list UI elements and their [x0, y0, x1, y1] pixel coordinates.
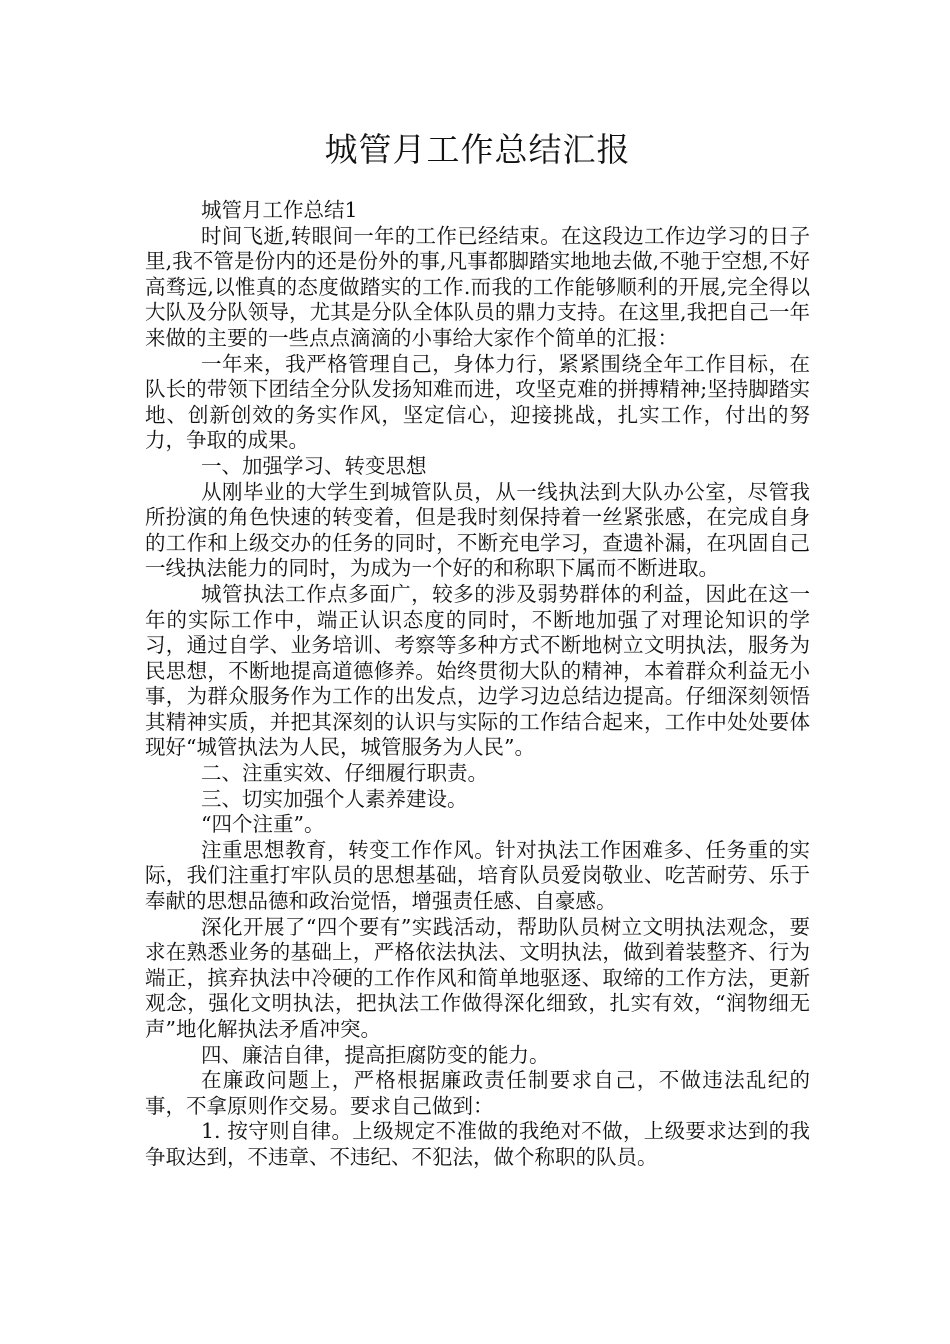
paragraph: 在廉政问题上，严格根据廉政责任制要求自己，不做违法乱纪的事，不拿原则作交易。要求自己做到： [145, 1068, 810, 1118]
section-heading: 一、加强学习、转变思想 [201, 453, 427, 478]
paragraph: 深化开展了“四个要有”实践活动，帮助队员树立文明执法观念，要求在熟悉业务的基础上，严格依法执法、文明执法，做到着装整齐、行为端正，摈弃执法中冷硬的工作作风和简单地驱逐、取缔的工作方法，更新观念，强化文明执法，把执法工作做得深化细致，扎实有效，“润物细无声”地化解执法矛盾冲突。 [145, 914, 810, 1041]
section-heading: 城管月工作总结1 [201, 198, 358, 222]
document-body [145, 198, 810, 1171]
section-heading: 三、切实加强个人素养建设。 [201, 786, 468, 811]
list-item: 1. 按守则自律。上级规定不准做的我绝对不做，上级要求达到的我争取达到，不违章、不违纪、不犯法，做个称职的队员。 [145, 1119, 810, 1169]
paragraph: 从刚毕业的大学生到城管队员，从一线执法到大队办公室，尽管我所扮演的角色快速的转变着，但是我时刻保持着一丝紧张感，在完成自身的工作和上级交办的任务的同时，不断充电学习，查遗补漏，在巩固自己一线执法能力的同时，为成为一个好的和称职下属而不断进取。 [145, 479, 810, 581]
paragraph: 一年来，我严格管理自己，身体力行，紧紧围绕全年工作目标，在队长的带领下团结全分队发扬知难而进，攻坚克难的拼搏精神;坚持脚踏实地、创新创效的务实作风，坚定信心，迎接挑战，扎实工作，付出的努力，争取的成果。 [145, 351, 810, 453]
section-heading: 四、廉洁自律，提高拒腐防变的能力。 [201, 1042, 550, 1067]
document-title: 城管月工作总结汇报 [324, 130, 631, 169]
section-heading: 二、注重实效、仔细履行职责。 [201, 761, 488, 786]
paragraph: 城管执法工作点多面广，较多的涉及弱势群体的利益，因此在这一年的实际工作中，端正认识态度的同时，不断地加强了对理论知识的学习，通过自学、业务培训、考察等多种方式不断地树立文明执法，服务为民思想，不断地提高道德修养。始终贯彻大队的精神，本着群众利益无小事，为群众服务作为工作的出发点，边学习边总结边提高。仔细深刻领悟其精神实质，并把其深刻的认识与实际的工作结合起来，工作中处处要体现好“城管执法为人民，城管服务为人民”。 [145, 581, 810, 760]
paragraph: 注重思想教育，转变工作作风。针对执法工作困难多、任务重的实际，我们注重打牢队员的思想基础，培育队员爱岗敬业、吃苦耐劳、乐于奉献的思想品德和政治觉悟，增强责任感、自豪感。 [145, 837, 810, 914]
subheading: “四个注重”。 [201, 812, 325, 837]
paragraph: 时间飞逝,转眼间一年的工作已经结束。在这段边工作边学习的日子里,我不管是份内的还是份外的事,凡事都脚踏实地地去做,不驰于空想,不好高骛远,以惟真的态度做踏实的工作.而我的工作能够顺利的开展,完全得以大队及分队领导，尤其是分队全体队员的鼎力支持。在这里,我把自己一年来做的主要的一些点点滴滴的小事给大家作个简单的汇报： [145, 223, 810, 350]
